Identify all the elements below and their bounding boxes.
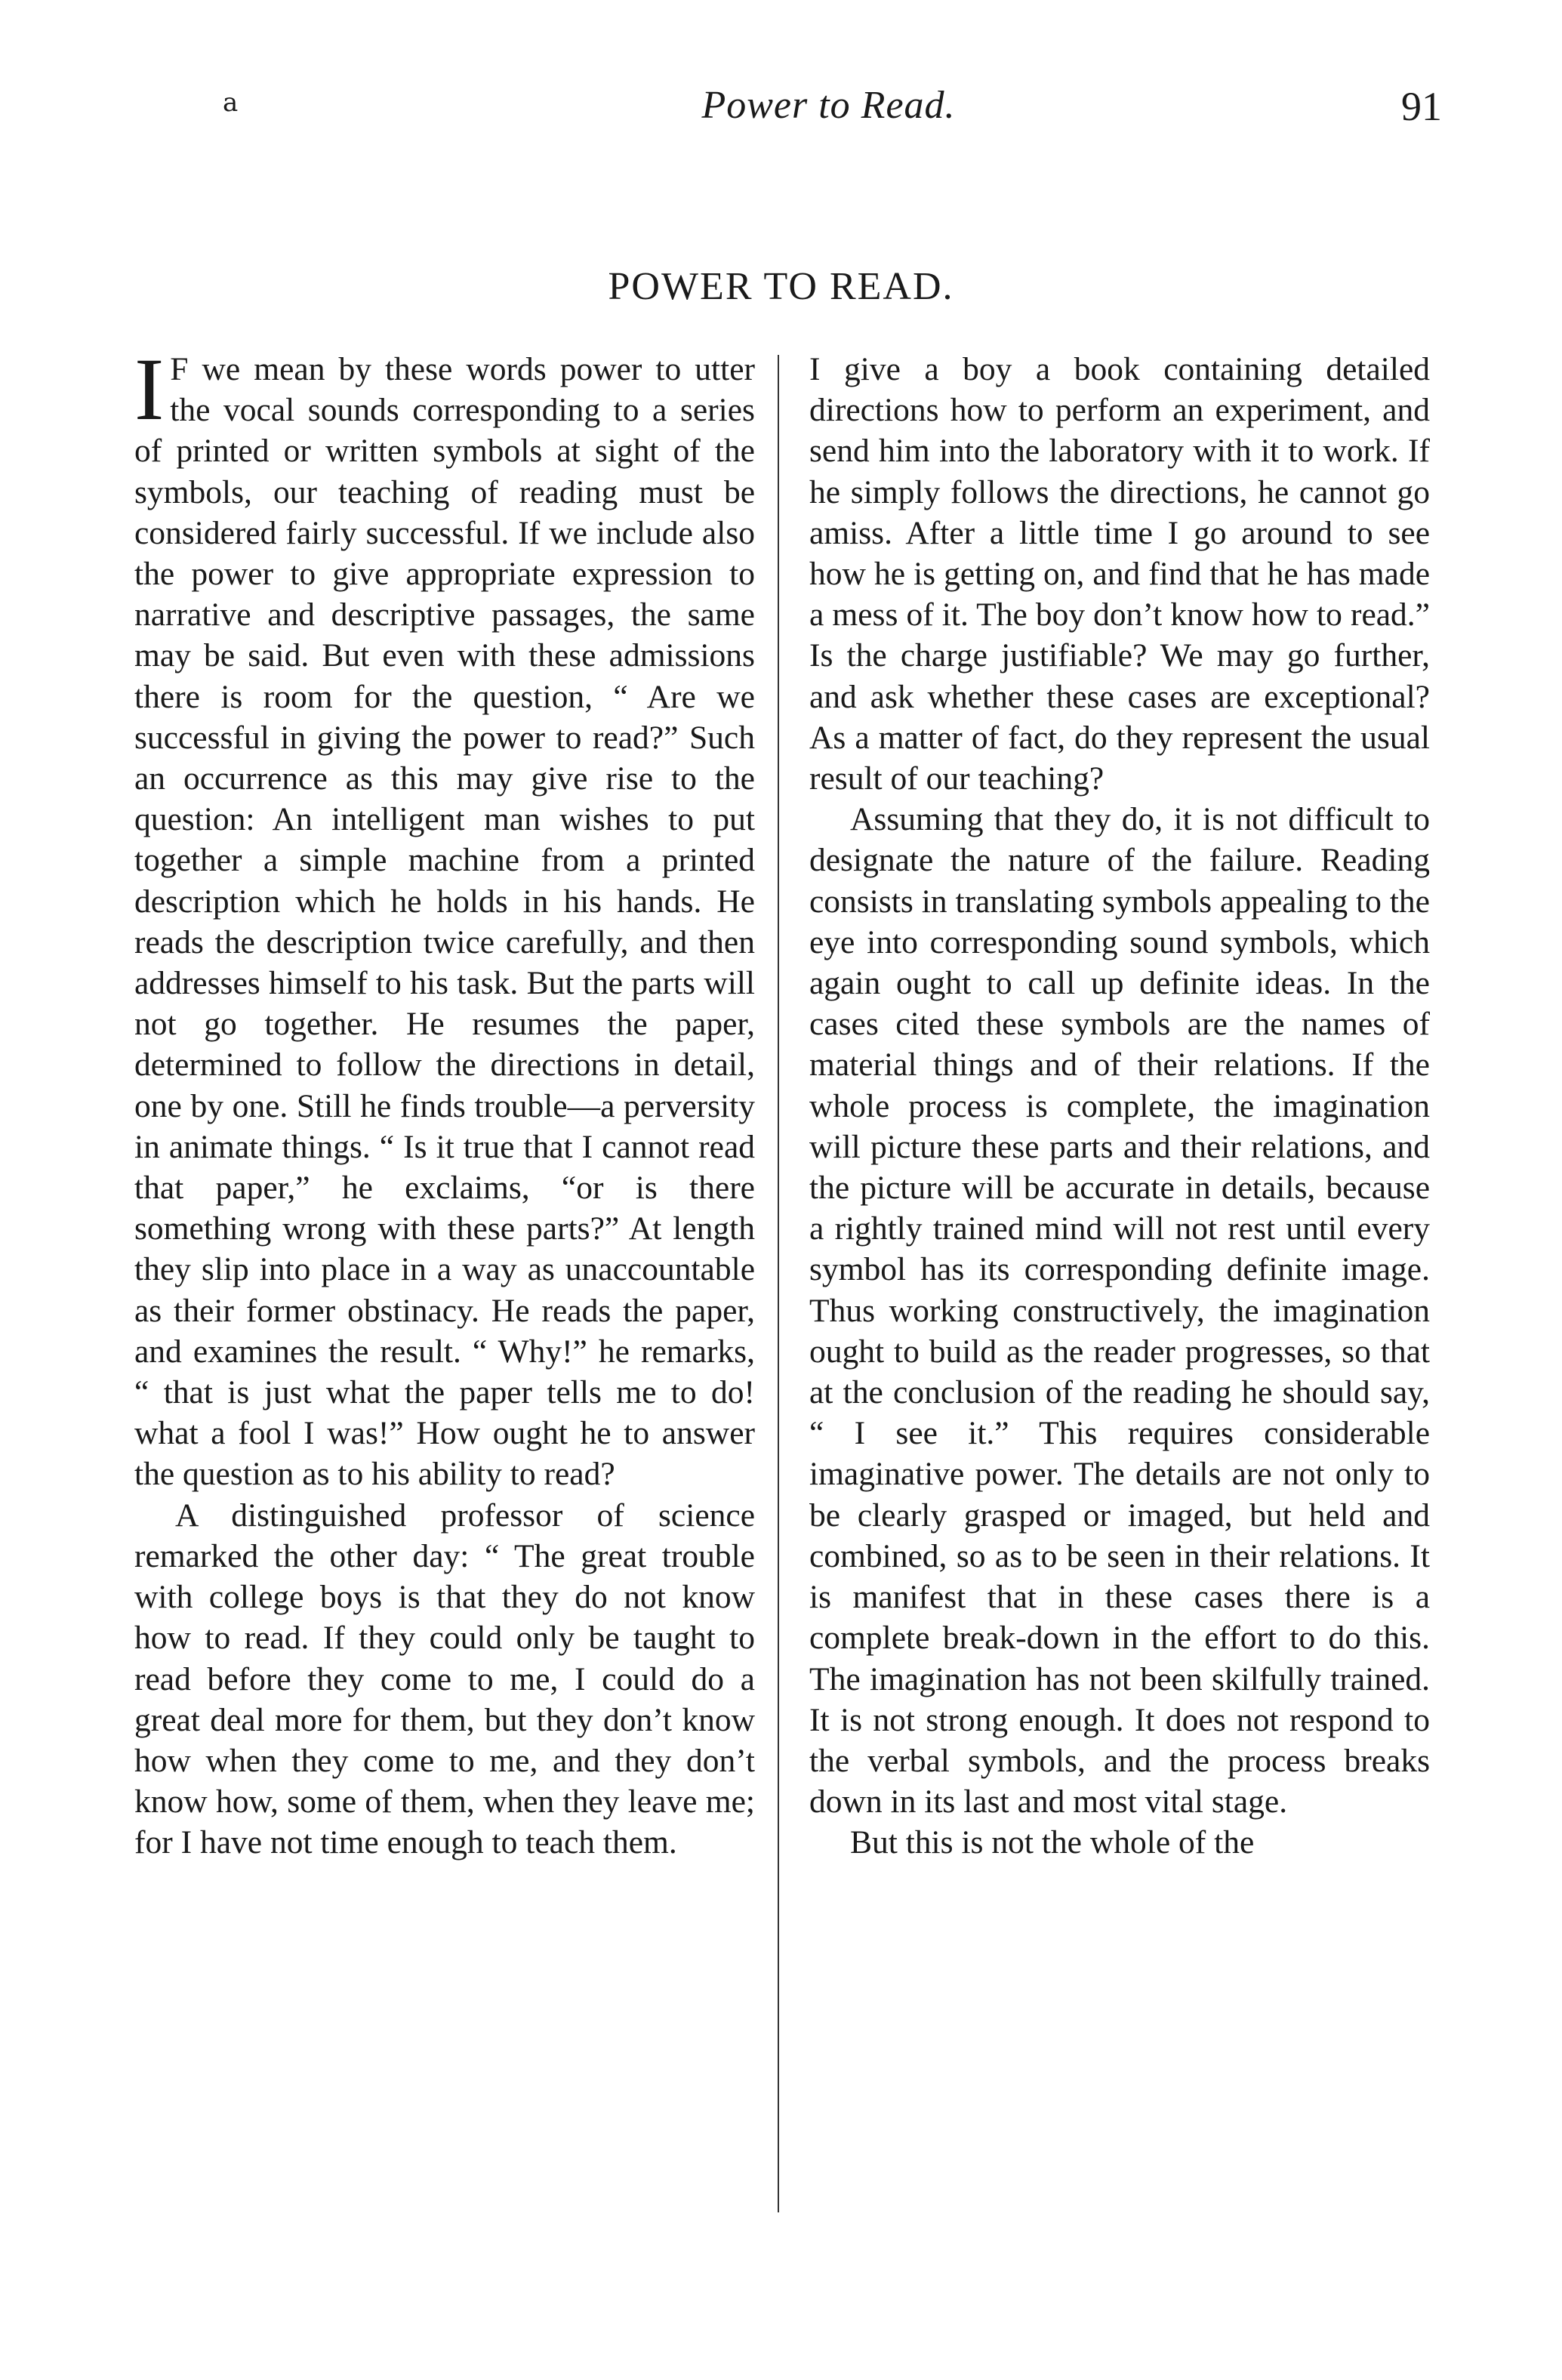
printer-mark: a xyxy=(223,88,239,118)
paragraph-2: A distinguished professor of science remarked the other day: “ The great trouble with college boys is that they do not know how to read. If they could only be taught to read before they come to me, I could do a great deal more for them, but they don’t know how when they come to me, and they don’t know how, some of them, when they leave me; for I have not time enough to teach them. xyxy=(134,1497,755,1861)
paragraph-3: I give a boy a book containing detailed directions how to perform an experiment, and send him into the laboratory with it to work. If he simply follows the directions, he cannot go amiss. After a little time I go around to see how he is getting on, and find that he has made a mess of it. The boy don’t know how to read.” Is the charge justifiable? We may go further, and ask whether these cases are exceptional? As a matter of fact, do they represent the usual result of our teaching? xyxy=(809,351,1430,797)
paragraph-1-text: F we mean by these words power to utter the vocal sounds corresponding to a series of printed or written symbols at sight of the symbols, our teaching of reading must be considered fairly successful. If we include also the power to give appropriate expression to narrative and descriptive passages, the same may be said. But even with these admissions there is room for the question, “ Are we successful in giving the power to read?” Such an occurrence as this may give rise to the question: An intelligent man wishes to put together a simple machine from a printed description which he holds in his hands. He reads the description twice carefully, and then addresses himself to his task. But the parts will not go together. He resumes the paper, determined to follow the directions in detail, one by one. Still he finds trouble—a perversity in animate things. “ Is it true that I cannot read that paper,” he exclaims, “or is there something wrong with these parts?” At length they slip into place in a way as unaccountable as their former obstinacy. He reads the paper, and examines the result. “ Why!” he remarks, “ that is just what the paper tells me to do! what a fool I was!” How ought he to answer the question as to his ability to read? xyxy=(134,351,755,1493)
page-number: 91 xyxy=(1401,84,1442,129)
right-column xyxy=(809,349,1430,1864)
running-head xyxy=(215,83,1442,151)
left-column xyxy=(134,340,755,1864)
article-title: POWER TO READ. xyxy=(608,265,954,308)
running-head-title: Power to Read. xyxy=(701,84,956,127)
column-divider xyxy=(778,355,779,2212)
drop-cap: I xyxy=(134,340,165,439)
paragraph-1 xyxy=(134,340,755,1495)
paragraph-5: But this is not the whole of the xyxy=(850,1824,1255,1861)
paragraph-4: Assuming that they do, it is not difficult to designate the nature of the failure. Reading consists in translating symbols appealing to the eye into corresponding sound symbols, which again ought to call up definite ideas. In the cases cited these symbols are the names of material things and of their relations. If the whole process is complete, the imagination will picture these parts and their relations, and the picture will be accurate in details, because a rightly trained mind will not rest until every symbol has its corresponding definite image. Thus working constructively, the imagination ought to build as the reader progresses, so that at the conclusion of the reading he should say, “ I see it.” This requires considerable imaginative power. The details are not only to be clearly grasped or imaged, but held and combined, so as to be seen in their relations. It is manifest that in these cases there is a complete break-down in the effort to do this. The imagination has not been skilfully trained. It is not strong enough. It does not respond to the verbal symbols, and the process breaks down in its last and most vital stage. xyxy=(809,801,1430,1820)
